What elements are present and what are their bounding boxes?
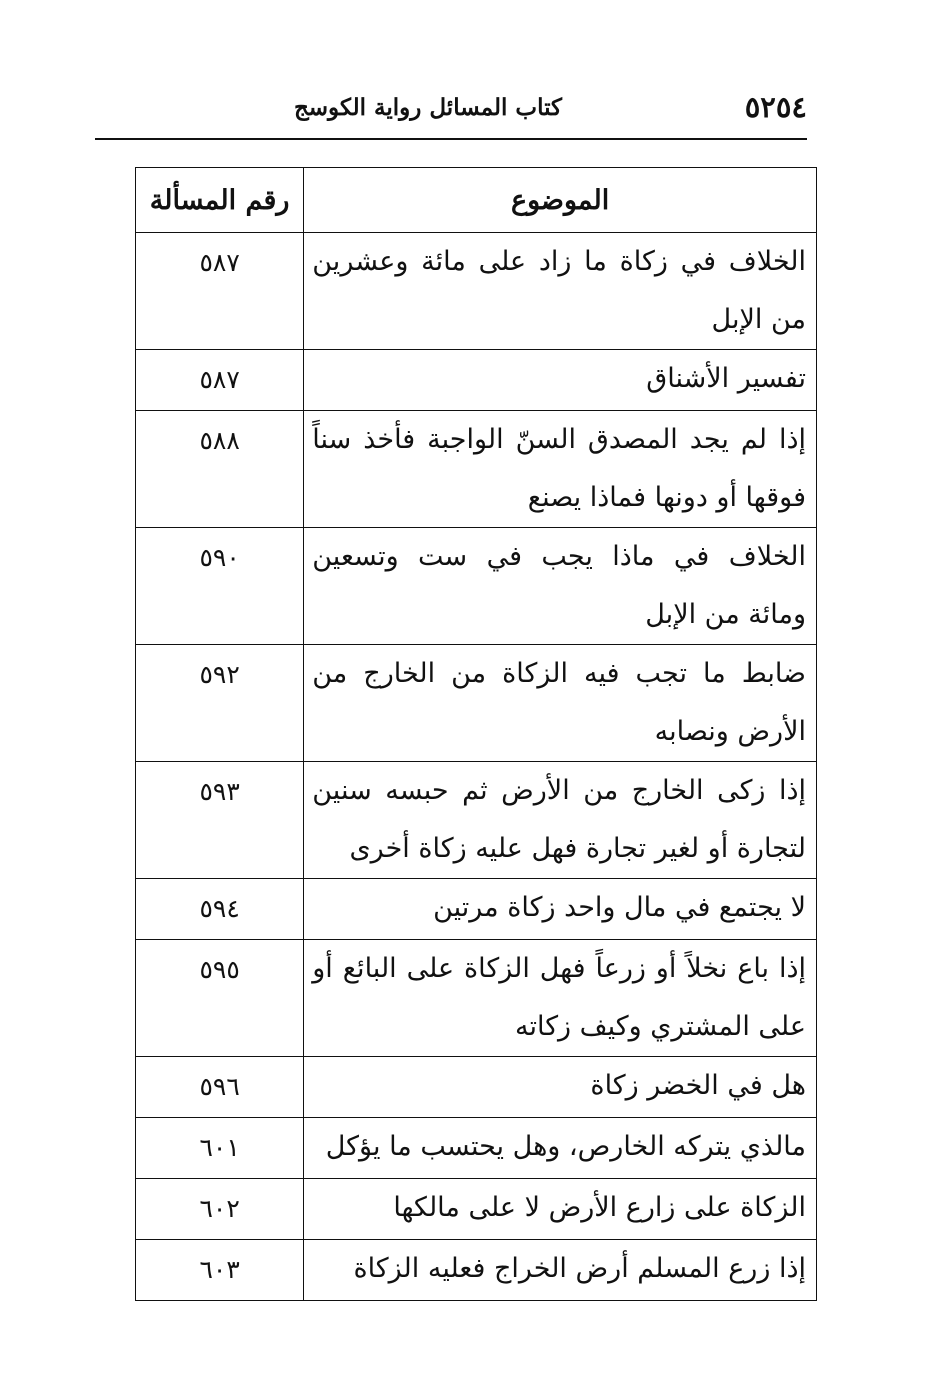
topic-cell: الخلاف في ماذا يجب في ست وتسعين ومائة من الإبل <box>304 528 817 645</box>
issue-number-cell: ٥٨٧ <box>136 233 304 350</box>
issue-number-cell: ٥٩٢ <box>136 645 304 762</box>
topic-cell: هل في الخضر زكاة <box>304 1057 817 1118</box>
issue-number-cell: ٥٩٤ <box>136 879 304 940</box>
page-number: ٥٢٥٤ <box>744 90 807 124</box>
table-row <box>136 1057 817 1118</box>
table-header-row <box>136 168 817 233</box>
table-row <box>136 762 817 879</box>
topic-cell: الزكاة على زارع الأرض لا على مالكها <box>304 1179 817 1240</box>
topic-cell: لا يجتمع في مال واحد زكاة مرتين <box>304 879 817 940</box>
table-row <box>136 528 817 645</box>
table-row <box>136 411 817 528</box>
topic-cell: مالذي يتركه الخارص، وهل يحتسب ما يؤكل <box>304 1118 817 1179</box>
issue-number-cell: ٥٨٧ <box>136 350 304 411</box>
table-row <box>136 645 817 762</box>
issue-number-cell: ٥٩٥ <box>136 940 304 1057</box>
topic-cell: إذا لم يجد المصدق السنّ الواجبة فأخذ سناً فوقها أو دونها فماذا يصنع <box>304 411 817 528</box>
column-header-topic: الموضوع <box>304 168 817 233</box>
topic-cell: تفسير الأشناق <box>304 350 817 411</box>
topic-cell: ضابط ما تجب فيه الزكاة من الخارج من الأرض ونصابه <box>304 645 817 762</box>
contents-table <box>135 167 817 1301</box>
page-header <box>95 80 807 140</box>
header-divider <box>95 138 807 140</box>
issue-number-cell: ٥٨٨ <box>136 411 304 528</box>
table-row <box>136 233 817 350</box>
table-row <box>136 350 817 411</box>
issue-number-cell: ٦٠١ <box>136 1118 304 1179</box>
book-title: كتاب المسائل رواية الكوسج <box>293 94 562 121</box>
issue-number-cell: ٦٠٣ <box>136 1240 304 1301</box>
table-row <box>136 1179 817 1240</box>
topic-cell: إذا زرع المسلم أرض الخراج فعليه الزكاة <box>304 1240 817 1301</box>
issue-number-cell: ٥٩٠ <box>136 528 304 645</box>
issue-number-cell: ٥٩٣ <box>136 762 304 879</box>
table-row <box>136 879 817 940</box>
topic-cell: إذا زكى الخارج من الأرض ثم حبسه سنين لتجارة أو لغير تجارة فهل عليه زكاة أخرى <box>304 762 817 879</box>
table-row <box>136 1118 817 1179</box>
table-row <box>136 940 817 1057</box>
topic-cell: إذا باع نخلاً أو زرعاً فهل الزكاة على البائع أو على المشتري وكيف زكاته <box>304 940 817 1057</box>
issue-number-cell: ٦٠٢ <box>136 1179 304 1240</box>
table-row <box>136 1240 817 1301</box>
issue-number-cell: ٥٩٦ <box>136 1057 304 1118</box>
column-header-issue-number: رقم المسألة <box>136 168 304 233</box>
topic-cell: الخلاف في زكاة ما زاد على مائة وعشرين من الإبل <box>304 233 817 350</box>
